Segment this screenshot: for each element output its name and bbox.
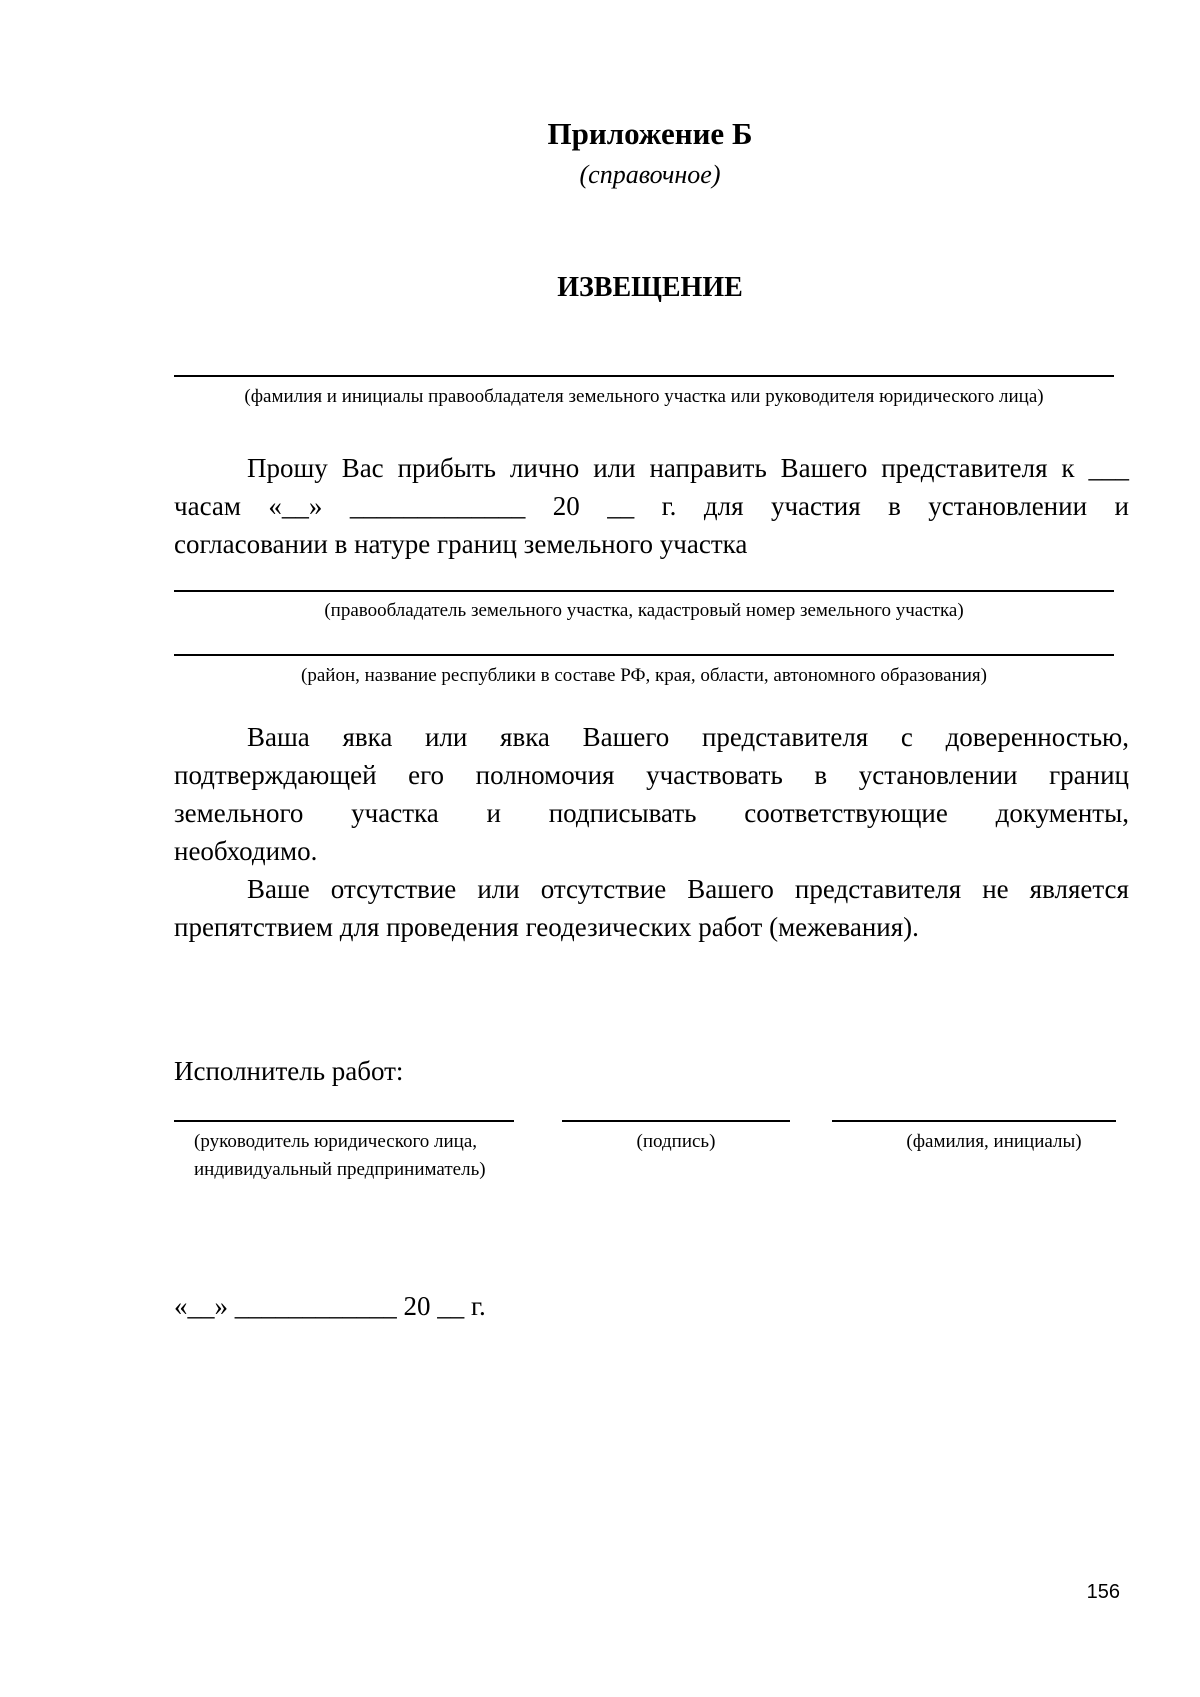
word: г. bbox=[661, 491, 677, 521]
word: подтверждающей bbox=[174, 760, 377, 790]
word: участка bbox=[351, 798, 439, 828]
word: для bbox=[703, 491, 744, 521]
appendix-title: Приложение Б bbox=[547, 116, 753, 151]
word: установлении bbox=[928, 491, 1088, 521]
word: Вашего bbox=[780, 453, 868, 483]
role-fill-line bbox=[174, 1120, 514, 1122]
word: явка bbox=[500, 722, 550, 752]
parcel-caption: (правообладатель земельного участка, кадастровый номер земельного участка) bbox=[324, 600, 964, 621]
word: Прошу bbox=[247, 453, 328, 483]
word: участвовать bbox=[646, 760, 783, 790]
word: полномочия bbox=[475, 760, 615, 790]
word: участия bbox=[770, 491, 861, 521]
word: и bbox=[1114, 491, 1129, 521]
word: или bbox=[477, 874, 520, 904]
word: доверенностью, bbox=[945, 722, 1129, 752]
word: направить bbox=[649, 453, 767, 483]
word: его bbox=[408, 760, 445, 790]
word: Ваша bbox=[247, 722, 310, 752]
word: явка bbox=[342, 722, 393, 752]
request-line-1 bbox=[174, 449, 1129, 487]
word: или bbox=[593, 453, 636, 483]
signature-fill-line bbox=[562, 1120, 790, 1122]
parcel-fill-line bbox=[174, 590, 1114, 592]
word: Вашего bbox=[687, 874, 774, 904]
request-paragraph bbox=[174, 449, 1129, 563]
word: Вас bbox=[341, 453, 384, 483]
executor-label: Исполнитель работ: bbox=[174, 1056, 404, 1086]
signature-caption: (подпись) bbox=[636, 1131, 716, 1152]
word: в bbox=[814, 760, 828, 790]
name-fill-line bbox=[832, 1120, 1116, 1122]
word: к bbox=[1061, 453, 1075, 483]
word: и bbox=[486, 798, 501, 828]
word: отсутствие bbox=[330, 874, 457, 904]
word: лично bbox=[509, 453, 580, 483]
role-caption-line-2: индивидуальный предприниматель) bbox=[194, 1159, 486, 1180]
attendance-line-2 bbox=[174, 756, 1129, 794]
absence-line-1 bbox=[174, 870, 1129, 908]
hour-blank: ___ bbox=[1088, 453, 1129, 483]
word: представителя bbox=[881, 453, 1048, 483]
word: не bbox=[982, 874, 1009, 904]
attendance-line-1 bbox=[174, 718, 1129, 756]
date-line: «__» ____________ 20 __ г. bbox=[174, 1291, 486, 1321]
day-blank: «__» bbox=[268, 491, 323, 521]
month-blank: _____________ bbox=[349, 491, 526, 521]
word: соответствующие bbox=[744, 798, 948, 828]
absence-line-2: препятствием для проведения геодезических работ (межевания). bbox=[174, 912, 919, 942]
word: Вашего bbox=[582, 722, 670, 752]
word: отсутствие bbox=[540, 874, 667, 904]
page-number: 156 bbox=[1086, 1581, 1120, 1603]
word: Ваше bbox=[247, 874, 310, 904]
word: или bbox=[425, 722, 468, 752]
name-caption: (фамилия, инициалы) bbox=[906, 1131, 1082, 1152]
attendance-line-4: необходимо. bbox=[174, 836, 318, 866]
attendance-paragraph bbox=[174, 718, 1129, 946]
year-blank: __ bbox=[607, 491, 635, 521]
word: документы, bbox=[995, 798, 1129, 828]
word: представителя bbox=[794, 874, 962, 904]
region-caption: (район, название республики в составе РФ, края, области, автономного образования) bbox=[301, 665, 987, 686]
word: является bbox=[1029, 874, 1129, 904]
appendix-subtitle: (справочное) bbox=[579, 160, 721, 189]
word: с bbox=[900, 722, 913, 752]
word: установлении bbox=[858, 760, 1018, 790]
word: представителя bbox=[701, 722, 869, 752]
addressee-caption: (фамилия и инициалы правообладателя земельного участка или руководителя юридического лица) bbox=[244, 386, 1044, 407]
attendance-line-3 bbox=[174, 794, 1129, 832]
word: подписывать bbox=[548, 798, 697, 828]
word: 20 bbox=[552, 491, 580, 521]
document-title: ИЗВЕЩЕНИЕ bbox=[557, 272, 743, 303]
word: прибыть bbox=[397, 453, 496, 483]
role-caption-line-1: (руководитель юридического лица, bbox=[194, 1131, 478, 1152]
region-fill-line bbox=[174, 654, 1114, 656]
addressee-fill-line bbox=[174, 375, 1114, 377]
request-line-2 bbox=[174, 487, 1129, 525]
word: часам bbox=[174, 491, 241, 521]
request-line-3: согласовании в натуре границ земельного участка bbox=[174, 529, 748, 559]
word: в bbox=[888, 491, 901, 521]
word: границ bbox=[1049, 760, 1129, 790]
word: земельного bbox=[174, 798, 304, 828]
